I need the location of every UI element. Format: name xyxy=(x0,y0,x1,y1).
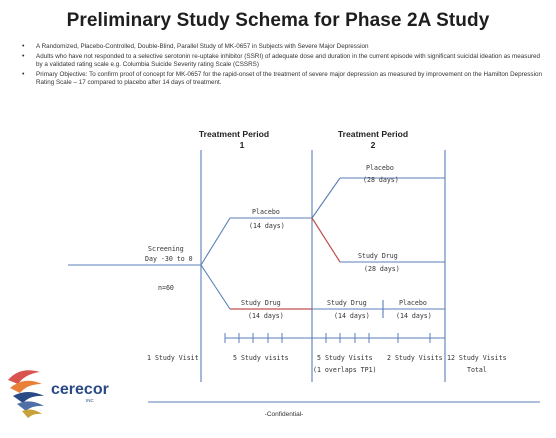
p2-drug-low-duration: (14 days) xyxy=(334,312,370,320)
period1-title: Treatment Period xyxy=(198,129,270,139)
period2-title: Treatment Period xyxy=(337,129,409,139)
branch-to-p2-placebo xyxy=(312,178,340,218)
visits-period2a: 5 Study Visits xyxy=(317,354,373,362)
p2-placebo-top-name: Placebo xyxy=(366,164,394,172)
p2-placebo-low-name: Placebo xyxy=(399,299,427,307)
bullet-dot: • xyxy=(22,52,25,60)
p2-drug-low-name: Study Drug xyxy=(327,299,367,307)
cerecor-logo xyxy=(8,370,109,418)
visits-period2a-note: (1 overlaps TP1) xyxy=(313,366,377,374)
p1-placebo-name: Placebo xyxy=(252,208,280,216)
branch-to-drug xyxy=(201,265,230,309)
p1-drug-name: Study Drug xyxy=(241,299,281,307)
page-title: Preliminary Study Schema for Phase 2A Study xyxy=(66,10,490,31)
p1-placebo-duration: (14 days) xyxy=(249,222,285,230)
visits-period2b: 2 Study Visits xyxy=(387,354,443,362)
p2-drug-mid-duration: (28 days) xyxy=(364,265,400,273)
logo-name: cerecor xyxy=(51,381,109,398)
bullet-text: A Randomized, Placebo-Controlled, Double-Blind, Parallel Study of MK-0657 in Subjects with Severe Major Depression xyxy=(36,43,369,50)
p2-placebo-low-duration: (14 days) xyxy=(396,312,432,320)
sample-size-label: n=60 xyxy=(158,284,174,292)
bullet-text: Adults who have not responded to a selective serotonin re-uptake inhibitor (SSRI) of adequate dose and duration in the current episode with significant suicidal ideation as measured by a validated rating scale e.g. Columbia Suicide Severity rating Scale (CSSRS) xyxy=(36,52,541,69)
period1-number: 1 xyxy=(239,140,245,150)
bullet-dot: • xyxy=(22,43,25,50)
branch-to-placebo xyxy=(201,218,230,265)
screening-days-label: Day -30 to 0 xyxy=(145,255,193,263)
logo-sub: INC xyxy=(86,398,94,403)
p1-drug-duration: (14 days) xyxy=(248,312,284,320)
logo-wing-icon xyxy=(8,370,44,418)
visits-screening: 1 Study Visit xyxy=(147,354,199,362)
bullet-dot: • xyxy=(22,70,25,78)
confidential-label: -Confidential- xyxy=(264,411,304,418)
visits-total: 12 Study Visits xyxy=(447,354,507,362)
branch-to-p2-drug xyxy=(312,218,340,262)
visits-total-label: Total xyxy=(467,366,487,374)
period2-number: 2 xyxy=(370,140,376,150)
p2-placebo-top-duration: (28 days) xyxy=(363,176,399,184)
screening-label: Screening xyxy=(148,245,184,253)
visits-period1: 5 Study visits xyxy=(233,354,289,362)
bullet-text: Primary Objective: To confirm proof of concept for MK-0657 for the rapid-onset of the treatment of severe major depression as measured by improvement on the Hamilton Depression Rating Scale – 17 compared to placebo after 14 days of treatment. xyxy=(36,70,542,87)
p2-drug-mid-name: Study Drug xyxy=(358,252,398,260)
